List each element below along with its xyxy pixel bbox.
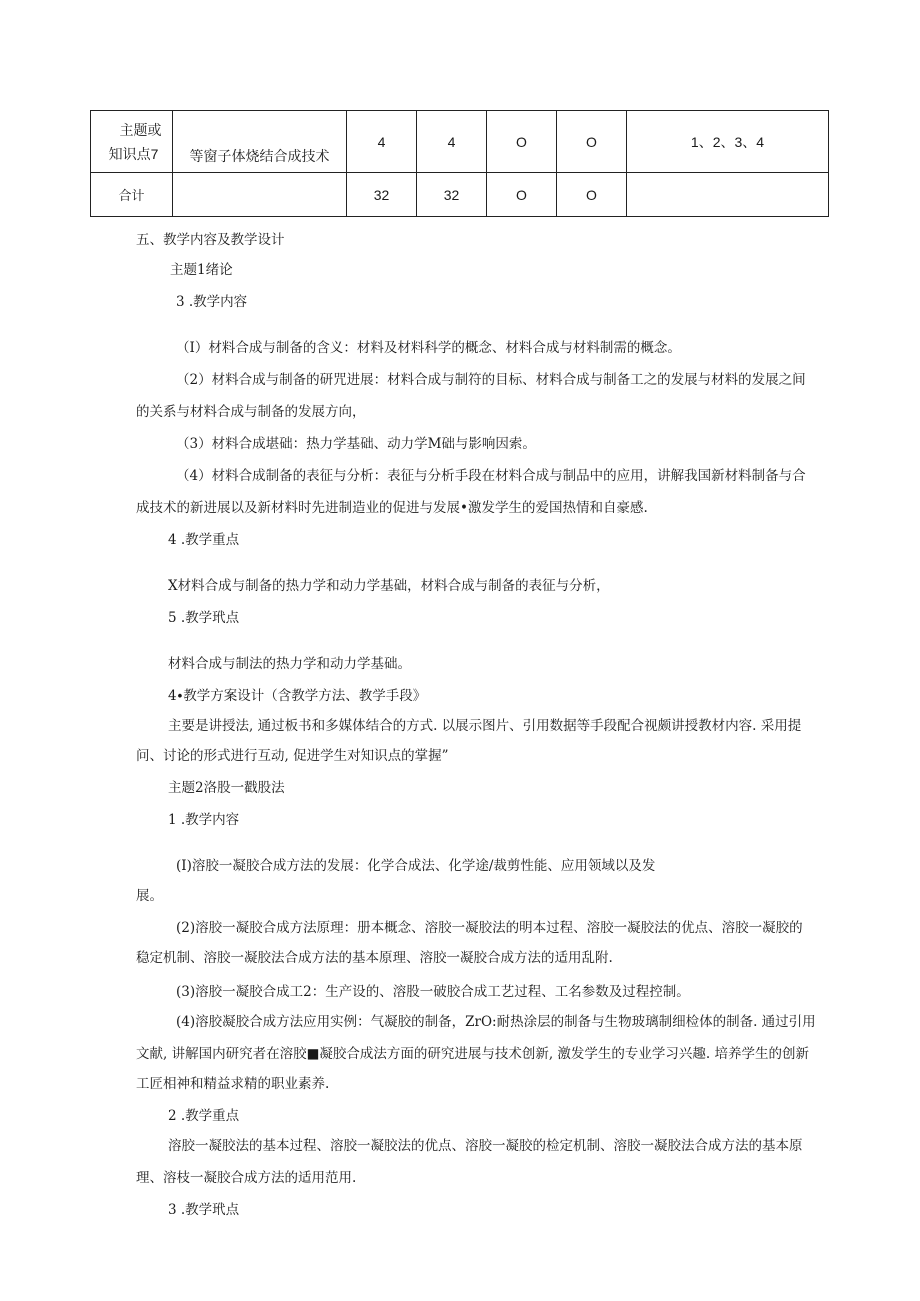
hours-lab-cell: O <box>487 173 557 217</box>
hours-total-cell: 4 <box>347 111 417 173</box>
topic-label-line1: 主题或 <box>119 121 162 138</box>
topic-label-line2: 知识点7 <box>108 145 159 162</box>
topic1-item-1: （I）材料合成与制备的含义：材料及材料科学的概念、材料合成与材料制需的概念。 <box>176 340 681 356</box>
topic2-item-3: (3)溶胶一凝胶合成工2：生产设的、溶股一破胶合成工艺过程、工名参数及过程控制。 <box>176 984 690 1000</box>
goals-cell: 1、2、3、4 <box>627 111 829 173</box>
topic1-difficult-heading: 5 .教学玳点 <box>168 610 240 626</box>
topic2-key-line1: 溶胶一凝胶法的基本过程、溶胶一凝胶法的优点、溶胶一凝胶的检定机制、溶胶一凝胶法合成方法的基本原 <box>168 1138 803 1154</box>
topic2-difficult-heading: 3 .教学玳点 <box>168 1202 240 1218</box>
topic2-key-heading: 2 .教学重点 <box>168 1108 240 1124</box>
topic1-design-line2: 问、讨论的形式进行互动, 促进学生对知识点的掌握” <box>136 748 449 764</box>
hours-total-cell: 32 <box>347 173 417 217</box>
topic2-item-1: (I)溶胶一凝胶合成方法的发展：化学合成法、化学途/裁剪性能、应用领域以及发 <box>176 858 656 874</box>
hours-lecture-cell: 4 <box>417 111 487 173</box>
table-row <box>91 173 829 217</box>
topic1-content-heading: 3 .教学内容 <box>176 294 248 310</box>
topic1-design-line1: 主要是讲授法, 通过板书和多媒体结合的方式. 以展示图片、引用数据等手段配合视颇讲授教材内容. 采用提 <box>168 718 802 734</box>
topic-label-cell <box>91 111 173 173</box>
topic2-item-4-cont2: 工匠相神和精益求精的职业素养. <box>136 1076 330 1092</box>
topic1-item-4: （4）材料合成制备的表征与分析：表征与分析手段在材料合成与制品中的应用，讲解我国新材料制备与合 <box>176 468 806 484</box>
topic1-item-3: （3）材料合成堪础：热力学基础、动力学M础与影响因索。 <box>176 436 536 452</box>
topic2-item-4-cont1: 文献, 讲解国内研究者在溶胶■凝胶合成法方面的研究进展与技术创新, 激发学生的专业学习兴趣. 培养学生的创新 <box>136 1046 810 1062</box>
topic2-title: 主题2洛股一戳股法 <box>168 780 285 796</box>
goals-cell <box>627 173 829 217</box>
hours-lab-cell: O <box>487 111 557 173</box>
topic2-item-4: (4)溶胶凝胶合成方法应用实例：气凝胶的制备，ZrO:耐热涂层的制备与生物玻璃制细检体的制备. 通过引用 <box>176 1014 816 1030</box>
topic2-content-heading: 1 .教学内容 <box>168 812 240 828</box>
topic1-difficult-text: 材料合成与制法的热力学和动力学基础。 <box>168 656 411 672</box>
hours-other-cell: O <box>557 173 627 217</box>
topic1-item-2-cont: 的关系与材料合成与制备的发展方向， <box>136 404 366 420</box>
topic2-item-1-cont: 展。 <box>136 888 163 904</box>
topic2-item-2: (2)溶胶一凝胶合成方法原理：册本概念、溶胶一凝胶法的明本过程、溶胶一凝胶法的优点、溶胶一凝胶的 <box>176 920 803 936</box>
topic1-key-heading: 4 .教学重点 <box>168 532 240 548</box>
table-row <box>91 111 829 173</box>
hours-other-cell: O <box>557 111 627 173</box>
topic1-title: 主题1绪论 <box>170 262 233 278</box>
topic1-design-heading: 4∙教学方案设计（含教学方法、教学手段》 <box>168 688 427 704</box>
topic-name-cell <box>173 173 347 217</box>
total-label-cell: 合计 <box>91 173 173 217</box>
topic-name-cell: 等窗子体烧结合成技术 <box>173 111 347 173</box>
topic1-item-4-cont: 成技术的新进展以及新材料时先进制造业的促进与发展•激发学生的爱国热情和自豪感. <box>136 500 648 516</box>
hours-table <box>90 110 829 217</box>
topic2-item-2-cont: 稳定机制、溶胶一凝胶法合成方法的基本原理、溶胶一凝胶合成方法的适用乱附. <box>136 950 613 966</box>
topic2-key-line2: 理、溶枝一凝胶合成方法的适用范用. <box>136 1170 357 1186</box>
hours-lecture-cell: 32 <box>417 173 487 217</box>
topic1-key-text: X材料合成与制备的热力学和动力学基础，材料合成与制备的表征与分析， <box>168 578 610 594</box>
section-title: 五、教学内容及教学设计 <box>136 232 285 248</box>
topic1-item-2: （2）材料合成与制备的研咒进展：材料合成与制符的目标、材料合成与制备工之的发展与材料的发展之间 <box>176 372 806 388</box>
